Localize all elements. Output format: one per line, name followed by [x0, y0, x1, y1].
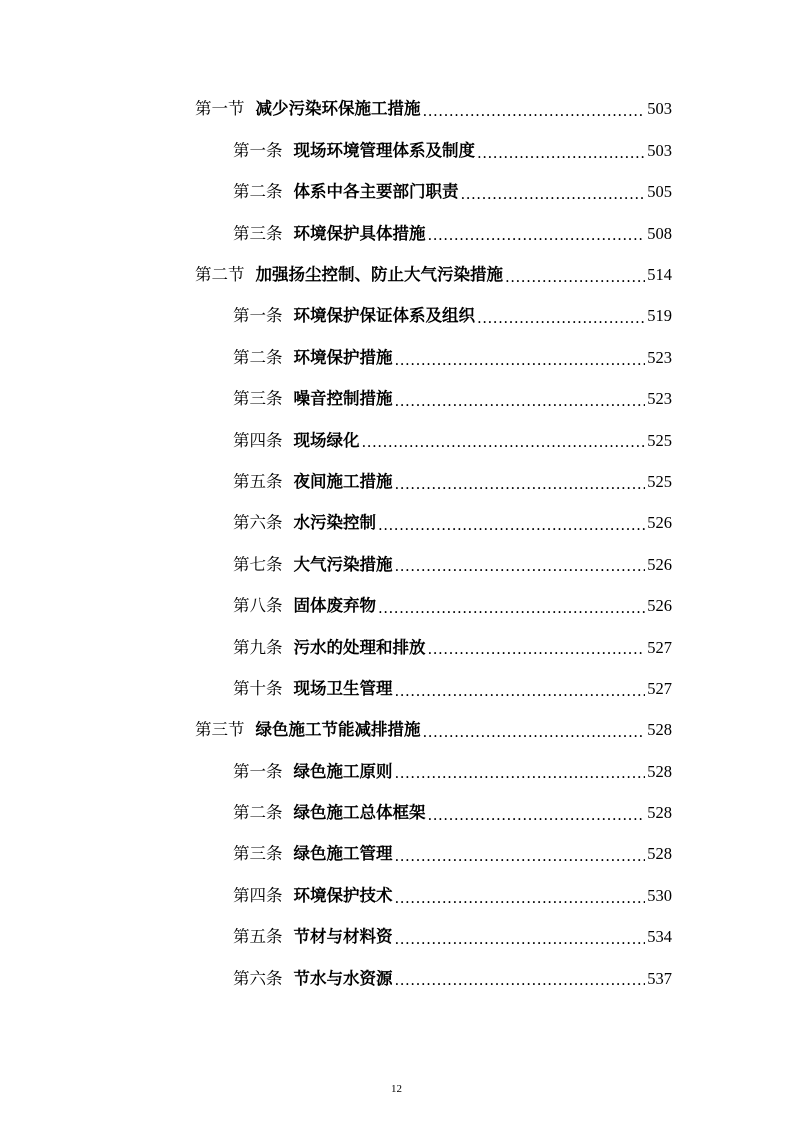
dot-leader — [477, 311, 645, 326]
dot-leader — [423, 725, 646, 740]
toc-entry-number: 第三条 — [233, 389, 283, 409]
dot-leader — [428, 228, 646, 243]
toc-entry-title: 污水的处理和排放 — [293, 637, 426, 657]
toc-entry[interactable] — [0, 710, 793, 751]
toc-entry-number: 第四条 — [233, 885, 283, 905]
dot-leader — [395, 477, 646, 492]
toc-entry[interactable] — [0, 296, 793, 337]
toc-entry-number: 第一条 — [233, 140, 283, 160]
toc-entry-title: 噪音控制措施 — [293, 389, 393, 409]
page-number: 12 — [391, 1083, 402, 1095]
toc-entry-number: 第五条 — [233, 471, 283, 491]
dot-leader — [461, 187, 646, 202]
toc-entry-number: 第二条 — [233, 347, 283, 367]
toc-entry-page: 525 — [647, 430, 672, 450]
dot-leader — [395, 891, 646, 906]
toc-entry[interactable] — [0, 834, 793, 875]
dot-leader — [395, 932, 646, 947]
toc-entry-title: 环境保护技术 — [293, 885, 393, 905]
toc-entry-page: 508 — [647, 223, 672, 243]
dot-leader — [378, 518, 645, 533]
toc-entry-page: 527 — [647, 678, 672, 698]
toc-entry-title: 绿色施工总体框架 — [293, 803, 426, 823]
toc-entry-number: 第八条 — [233, 596, 283, 616]
toc-entry-number: 第二条 — [233, 803, 283, 823]
toc-entry-title: 现场绿化 — [293, 430, 360, 450]
toc-entry[interactable] — [0, 668, 793, 709]
toc-entry-number: 第二条 — [233, 182, 283, 202]
toc-entry-page: 526 — [647, 513, 672, 533]
toc-entry-page: 523 — [647, 389, 672, 409]
toc-entry-title: 环境保护措施 — [293, 347, 393, 367]
toc-entry-page: 519 — [647, 306, 672, 326]
toc-entry-title: 夜间施工措施 — [293, 471, 393, 491]
toc-entry-number: 第三条 — [233, 844, 283, 864]
toc-entry-page: 526 — [647, 554, 672, 574]
toc-entry[interactable] — [0, 793, 793, 834]
toc-entry-page: 503 — [647, 140, 672, 160]
toc-entry-title: 环境保护具体措施 — [293, 223, 426, 243]
toc-entry-title: 节材与材料资 — [293, 927, 393, 947]
toc-entry-number: 第七条 — [233, 554, 283, 574]
toc-entry[interactable] — [0, 172, 793, 213]
toc-entry-page: 534 — [647, 927, 672, 947]
toc-entry-number: 第九条 — [233, 637, 283, 657]
toc-entry-number: 第一条 — [233, 306, 283, 326]
toc-entry-page: 514 — [647, 265, 672, 284]
dot-leader — [395, 353, 646, 368]
toc-entry-page: 525 — [647, 471, 672, 491]
toc-entry[interactable] — [0, 337, 793, 378]
table-of-contents — [0, 89, 793, 1000]
toc-entry-number: 第二节 — [195, 265, 245, 284]
dot-leader — [477, 146, 645, 161]
dot-leader — [395, 394, 646, 409]
toc-entry[interactable] — [0, 130, 793, 171]
toc-entry[interactable] — [0, 379, 793, 420]
dot-leader — [395, 849, 646, 864]
dot-leader — [378, 601, 645, 616]
toc-entry-number: 第五条 — [233, 927, 283, 947]
toc-entry-title: 绿色施工管理 — [293, 844, 393, 864]
toc-entry-number: 第十条 — [233, 678, 283, 698]
toc-entry-title: 环境保护保证体系及组织 — [293, 306, 475, 326]
toc-entry-page: 528 — [647, 844, 672, 864]
toc-entry-number: 第一节 — [195, 99, 245, 119]
toc-entry-title: 节水与水资源 — [293, 968, 393, 988]
toc-entry-page: 528 — [647, 720, 672, 740]
toc-entry-title: 减少污染环保施工措施 — [255, 99, 421, 119]
toc-entry-number: 第六条 — [233, 513, 283, 533]
toc-entry[interactable] — [0, 958, 793, 999]
toc-entry[interactable] — [0, 213, 793, 254]
toc-entry[interactable] — [0, 751, 793, 792]
toc-entry-number: 第三节 — [195, 720, 245, 740]
dot-leader — [395, 766, 646, 781]
toc-entry[interactable] — [0, 586, 793, 627]
toc-entry-title: 固体废弃物 — [293, 596, 376, 616]
toc-entry-page: 505 — [647, 182, 672, 202]
toc-entry-title: 现场环境管理体系及制度 — [293, 140, 475, 160]
toc-entry[interactable] — [0, 420, 793, 461]
dot-leader — [505, 270, 645, 285]
toc-entry-title: 体系中各主要部门职责 — [293, 182, 459, 202]
toc-entry-number: 第一条 — [233, 761, 283, 781]
toc-entry-page: 528 — [647, 803, 672, 823]
toc-entry-title: 绿色施工原则 — [293, 761, 393, 781]
dot-leader — [395, 684, 646, 699]
dot-leader — [362, 435, 646, 450]
toc-entry-title: 大气污染措施 — [293, 554, 393, 574]
dot-leader — [395, 559, 646, 574]
dot-leader — [423, 104, 646, 119]
toc-entry[interactable] — [0, 462, 793, 503]
toc-entry[interactable] — [0, 917, 793, 958]
toc-entry-page: 527 — [647, 637, 672, 657]
toc-entry[interactable] — [0, 255, 793, 296]
toc-entry-number: 第三条 — [233, 223, 283, 243]
dot-leader — [428, 808, 646, 823]
dot-leader — [395, 973, 646, 988]
toc-entry[interactable] — [0, 544, 793, 585]
toc-entry-title: 现场卫生管理 — [293, 678, 393, 698]
toc-entry-title: 加强扬尘控制、防止大气污染措施 — [255, 265, 503, 284]
toc-entry-number: 第六条 — [233, 968, 283, 988]
toc-entry[interactable] — [0, 875, 793, 916]
toc-entry[interactable] — [0, 503, 793, 544]
toc-entry-page: 526 — [647, 596, 672, 616]
toc-entry-page: 537 — [647, 968, 672, 988]
toc-entry-page: 503 — [647, 99, 672, 119]
toc-entry-number: 第四条 — [233, 430, 283, 450]
toc-entry-page: 528 — [647, 761, 672, 781]
toc-entry[interactable] — [0, 627, 793, 668]
toc-entry-page: 523 — [647, 347, 672, 367]
toc-entry[interactable] — [0, 89, 793, 130]
toc-entry-page: 530 — [647, 885, 672, 905]
dot-leader — [428, 642, 646, 657]
toc-entry-title: 水污染控制 — [293, 513, 376, 533]
toc-entry-title: 绿色施工节能减排措施 — [255, 720, 421, 740]
